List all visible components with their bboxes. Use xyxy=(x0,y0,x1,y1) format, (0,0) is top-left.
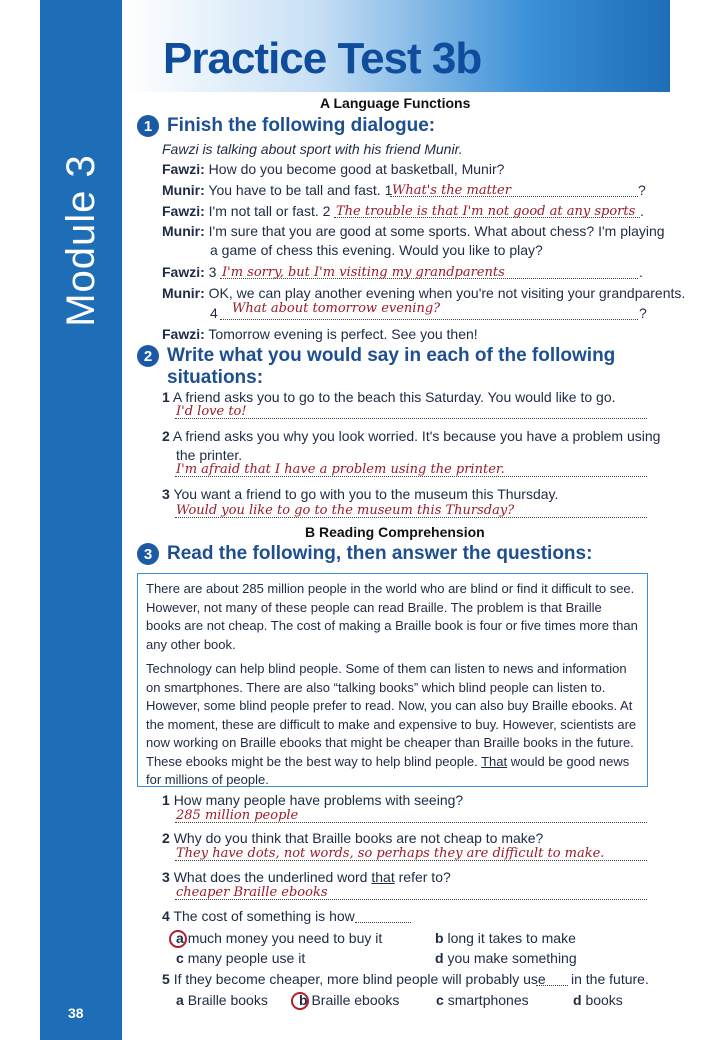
answer-blank xyxy=(220,319,638,320)
handwritten-answer: I'd love to! xyxy=(176,404,247,419)
speaker: Munir: xyxy=(162,223,205,239)
line-text: I'm not tall or fast. 2 xyxy=(208,203,331,219)
question-text: The cost of something is how xyxy=(173,908,355,924)
dialogue-line xyxy=(162,326,478,342)
situation-item xyxy=(162,389,616,405)
module-label: Module 3 xyxy=(58,153,103,327)
paragraph: There are about 285 million people in the world who are blind or find it difficult to see. However, not many of these people can read Braille. The problem is that Braille books are not cheap. The cost of making a Braille book is four or five times more than any other book. xyxy=(146,581,638,652)
speaker: Munir: xyxy=(162,285,205,301)
item-number: 2 xyxy=(162,830,170,846)
answer-blank xyxy=(536,985,568,986)
speaker: Fawzi: xyxy=(162,203,205,219)
exercise-number: 2 xyxy=(137,345,159,367)
situation-text-cont: the printer. xyxy=(176,447,243,463)
item-number: 4 xyxy=(210,305,218,321)
speaker: Fawzi: xyxy=(162,326,205,342)
question-text: How many people have problems with seeing? xyxy=(173,792,464,808)
situation-text: A friend asks you to go to the beach this Saturday. You would like to go. xyxy=(172,389,616,405)
line-end: . xyxy=(640,203,644,219)
handwritten-answer: They have dots, not words, so perhaps they are difficult to make. xyxy=(176,846,605,861)
dialogue-line xyxy=(162,203,330,219)
question xyxy=(162,971,546,987)
handwritten-answer: 285 million people xyxy=(176,808,299,823)
exercise-3-heading xyxy=(137,543,592,565)
question-text: If they become cheaper, more blind people will probably use xyxy=(173,971,546,987)
option: c smartphones xyxy=(436,992,529,1008)
line-text: I'm sure that you are good at some sports. What about chess? I'm playing xyxy=(208,223,665,239)
item-number: 2 xyxy=(162,428,170,444)
speaker: Fawzi: xyxy=(162,264,205,280)
question-text-end: in the future. xyxy=(571,971,649,987)
line-text: 3 xyxy=(208,264,217,280)
item-number: 3 xyxy=(162,869,170,885)
dialogue-intro: Fawzi is talking about sport with his friend Munir. xyxy=(162,141,463,157)
item-number: 5 xyxy=(162,971,170,987)
handwritten-answer: What's the matter xyxy=(392,183,511,198)
handwritten-answer: I'm sorry, but I'm visiting my grandparents xyxy=(222,265,505,280)
situation-text: A friend asks you why you look worried. It's because you have a problem using xyxy=(172,428,661,444)
underlined-word: that xyxy=(371,869,395,885)
item-number: 1 xyxy=(162,389,170,405)
line-text: Tomorrow evening is perfect. See you then! xyxy=(208,326,478,342)
exercise-title-cont: situations: xyxy=(167,367,264,388)
page-number: 38 xyxy=(68,1005,84,1021)
situation-item xyxy=(162,428,660,444)
reading-passage xyxy=(137,573,648,787)
option: a much money you need to buy it xyxy=(176,930,383,946)
line-text: How do you become good at basketball, Munir? xyxy=(208,161,505,177)
option: d you make something xyxy=(435,950,577,966)
handwritten-answer: I'm afraid that I have a problem using the printer. xyxy=(176,462,505,477)
speaker: Fawzi: xyxy=(162,161,205,177)
line-end: . xyxy=(639,264,643,280)
dialogue-line xyxy=(162,223,665,239)
question-text: Why do you think that Braille books are not cheap to make? xyxy=(173,830,544,846)
answer-circle xyxy=(169,930,187,948)
option: d books xyxy=(573,992,623,1008)
exercise-number: 1 xyxy=(137,115,159,137)
question: 3 What does the underlined word that refer to? xyxy=(162,869,451,885)
option: b long it takes to make xyxy=(435,930,576,946)
speaker: Munir: xyxy=(162,182,205,198)
line-text: You have to be tall and fast. 1 xyxy=(208,182,393,198)
section-b-heading: B Reading Comprehension xyxy=(305,524,485,540)
option: a Braille books xyxy=(176,992,268,1008)
item-number: 1 xyxy=(162,792,170,808)
line-text: OK, we can play another evening when you're not visiting your grandparents. xyxy=(208,285,686,301)
exercise-title: Write what you would say in each of the following xyxy=(167,345,616,366)
section-a-heading: A Language Functions xyxy=(320,95,471,111)
situation-item xyxy=(162,486,558,502)
exercise-number: 3 xyxy=(137,543,159,565)
answer-blank xyxy=(355,922,411,923)
question xyxy=(162,792,463,808)
underlined-word: That xyxy=(481,753,508,769)
dialogue-line xyxy=(162,285,685,301)
exercise-2-heading xyxy=(137,345,615,389)
item-number: 3 xyxy=(162,486,170,502)
exercise-title: Read the following, then answer the questions: xyxy=(167,543,593,564)
dialogue-line xyxy=(162,264,216,280)
option: c many people use it xyxy=(176,950,306,966)
exercise-1-heading xyxy=(137,115,435,137)
dialogue-line xyxy=(162,161,504,177)
line-end: ? xyxy=(639,305,647,321)
question xyxy=(162,908,355,924)
line-end: ? xyxy=(638,182,646,198)
handwritten-answer: cheaper Braille ebooks xyxy=(176,885,328,900)
item-number: 4 xyxy=(162,908,170,924)
page-title: Practice Test 3b xyxy=(163,34,482,83)
paragraph: Technology can help blind people. Some of them can listen to news and information on smartphones. There are also “talking books” which blind people can listen to. However, some blind people prefer to read. Now, you can also buy Braille ebooks. At the moment, these are difficult to make and expensive to buy. However, scientists are now working on Braille ebooks that might be cheaper than Braille books in the future. These ebooks might be the best way to help blind people. That would be good news for millions of people. xyxy=(146,661,637,787)
handwritten-answer: The trouble is that I'm not good at any sports xyxy=(336,204,636,219)
exercise-title: Finish the following dialogue: xyxy=(167,115,436,136)
dialogue-line xyxy=(162,182,392,198)
line-continuation: a game of chess this evening. Would you like to play? xyxy=(210,242,543,258)
handwritten-answer: What about tomorrow evening? xyxy=(232,301,441,316)
situation-text: You want a friend to go with you to the museum this Thursday. xyxy=(173,486,559,502)
question xyxy=(162,830,543,846)
handwritten-answer: Would you like to go to the museum this Thursday? xyxy=(176,503,515,518)
option: b Braille ebooks xyxy=(299,992,400,1008)
answer-circle xyxy=(291,992,309,1010)
